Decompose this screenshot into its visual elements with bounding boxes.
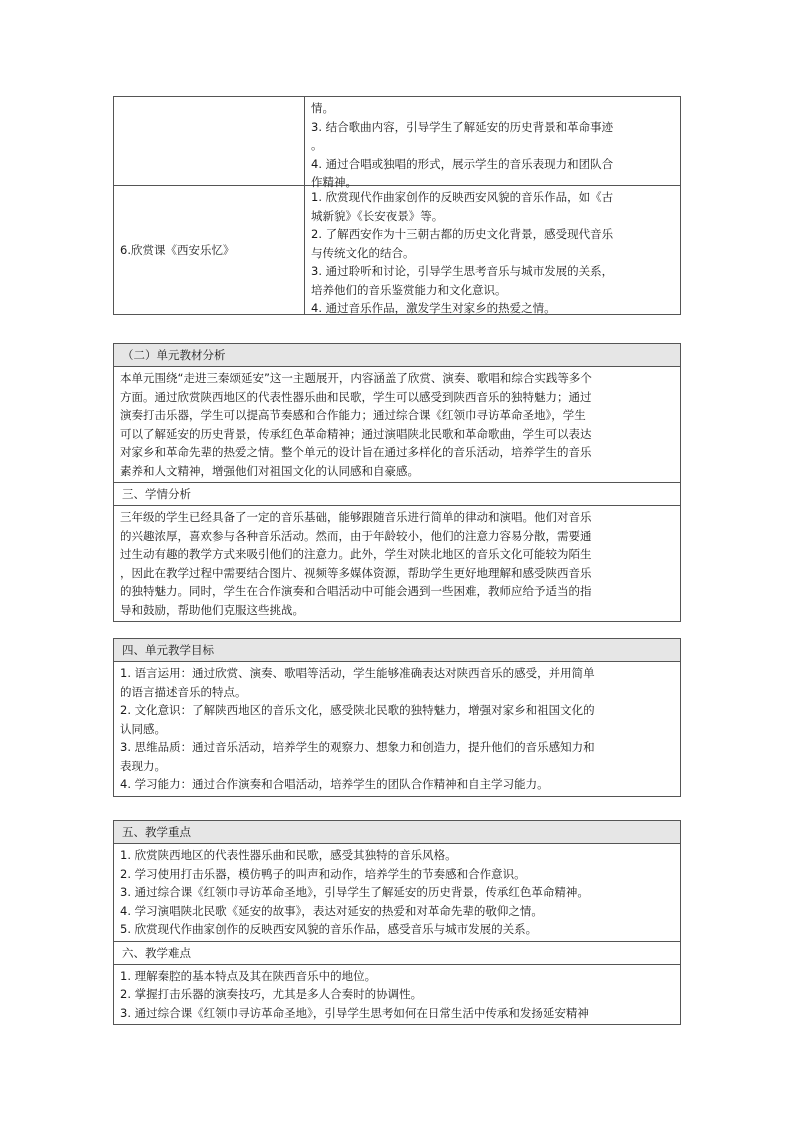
text-line: 可以了解延安的历史背景，传承红色革命精神；通过演唱陕北民歌和革命歌曲，学生可以表达 (120, 426, 592, 441)
text-line: 的兴趣浓厚，喜欢参与各种音乐活动。然而，由于年龄较小，他们的注意力容易分散，需要通 (120, 528, 592, 543)
section-heading: 三、学情分析 (114, 482, 680, 505)
text-line: 3. 通过综合课《红领巾寻访革命圣地》，引导学生了解延安的历史背景，传承红色革命精神。 (120, 885, 589, 899)
text-line: 1. 理解秦腔的基本特点及其在陕西音乐中的地位。 (120, 968, 377, 983)
text-line: 过生动有趣的教学方式来吸引他们的注意力。此外，学生对陕北地区的音乐文化可能较为陌生 (120, 547, 592, 561)
text-line: 2. 文化意识：了解陕西地区的音乐文化，感受陕北民歌的独特魅力，增强对家乡和祖国文化的 (120, 703, 595, 717)
text-line: 的语言描述音乐的特点。 (120, 684, 247, 699)
list-item: 城新貌》《长安夜景》等。 (311, 208, 444, 223)
difficulties-body (114, 964, 680, 1025)
section-heading: （二）单元教材分析 (114, 344, 680, 366)
list-item: 3. 结合歌曲内容，引导学生了解延安的历史背景和革命事迹 (311, 119, 614, 134)
text-line: 4. 学习能力：通过合作演奏和合唱活动，培养学生的团队合作精神和自主学习能力。 (120, 777, 549, 791)
text-line: 表现力。 (120, 758, 166, 773)
section-heading: 六、教学难点 (114, 941, 680, 964)
lesson-row-1-title (114, 97, 305, 185)
analysis-body (114, 366, 680, 482)
list-item: 作精神。 (311, 175, 357, 189)
text-line: 认同感。 (120, 721, 166, 736)
lesson-row-1 (114, 97, 680, 189)
lesson-row-1-content (305, 97, 680, 189)
list-item: 1. 欣赏现代作曲家创作的反映西安风貌的音乐作品，如《古 (311, 190, 614, 204)
goals-body (114, 661, 680, 796)
text-line: ，因此在教学过程中需要结合图片、视频等多媒体资源，帮助学生更好地理解和感受陕西音乐 (120, 565, 592, 580)
list-item: 。 (311, 138, 323, 152)
section-heading: 五、教学重点 (114, 821, 680, 843)
text-line: 3. 思维品质：通过音乐活动，培养学生的观察力、想象力和创造力，提升他们的音乐感知力和 (120, 740, 595, 754)
keypoints-body (114, 843, 680, 941)
list-item: 2. 了解西安作为十三朝古都的历史文化背景，感受现代音乐 (311, 227, 614, 241)
section-heading: 四、单元教学目标 (114, 639, 680, 661)
list-item: 3. 通过聆听和讨论，引导学生思考音乐与城市发展的关系， (311, 264, 614, 278)
text-line: 本单元围绕“走进三秦颂延安”这一主题展开，内容涵盖了欣赏、演奏、歌唱和综合实践等多个 (120, 371, 592, 385)
list-item: 情。 (311, 101, 334, 115)
list-item: 与传统文化的结合。 (311, 245, 415, 260)
text-line: 5. 欣赏现代作曲家创作的反映西安风貌的音乐作品，感受音乐与城市发展的关系。 (120, 922, 538, 936)
list-item: 4. 通过合唱或独唱的形式，展示学生的音乐表现力和团队合 (311, 156, 614, 171)
text-line: 素养和人文精神，增强他们对祖国文化的认同感和自豪感。 (120, 463, 419, 478)
analysis-table (113, 343, 681, 622)
text-line: 对家乡和革命先辈的热爱之情。整个单元的设计旨在通过多样化的音乐活动，培养学生的音乐 (120, 445, 592, 459)
text-line: 2. 掌握打击乐器的演奏技巧，尤其是多人合奏时的协调性。 (120, 987, 423, 1001)
text-line: 3. 通过综合课《红领巾寻访革命圣地》，引导学生思考如何在日常生活中传承和发扬延安精神 (120, 1005, 589, 1020)
learner-body (114, 505, 680, 621)
text-line: 1. 欣赏陕西地区的代表性器乐曲和民歌，感受其独特的音乐风格。 (120, 848, 457, 862)
lesson-row-2-title: 6.欣赏课《西安乐忆》 (114, 186, 305, 314)
text-line: 方面。通过欣赏陕西地区的代表性器乐曲和民歌，学生可以感受到陕西音乐的独特魅力；通过 (120, 389, 592, 404)
keypoints-table (113, 820, 681, 1025)
list-item: 培养他们的音乐鉴赏能力和文化意识。 (311, 282, 507, 297)
goals-table (113, 638, 681, 797)
lesson-row-2-content (305, 186, 680, 314)
text-line: 导和鼓励，帮助他们克服这些挑战。 (120, 602, 304, 617)
lesson-table (113, 96, 681, 315)
text-line: 1. 语言运用：通过欣赏、演奏、歌唱等活动，学生能够准确表达对陕西音乐的感受，并用简单 (120, 666, 595, 680)
text-line: 4. 学习演唱陕北民歌《延安的故事》，表达对延安的热爱和对革命先辈的敬仰之情。 (120, 903, 543, 918)
text-line: 2. 学习使用打击乐器，模仿鸭子的叫声和动作，培养学生的节奏感和合作意识。 (120, 866, 526, 881)
text-line: 演奏打击乐器，学生可以提高节奏感和合作能力；通过综合课《红领巾寻访革命圣地》，学生 (120, 408, 586, 422)
text-line: 三年级的学生已经具备了一定的音乐基础，能够跟随音乐进行简单的律动和演唱。他们对音乐 (120, 510, 592, 524)
text-line: 的独特魅力。同时，学生在合作演奏和合唱活动中可能会遇到一些困难，教师应给予适当的指 (120, 584, 592, 598)
lesson-row-2 (114, 185, 680, 314)
list-item: 4. 通过音乐作品，激发学生对家乡的热爱之情。 (311, 301, 556, 315)
